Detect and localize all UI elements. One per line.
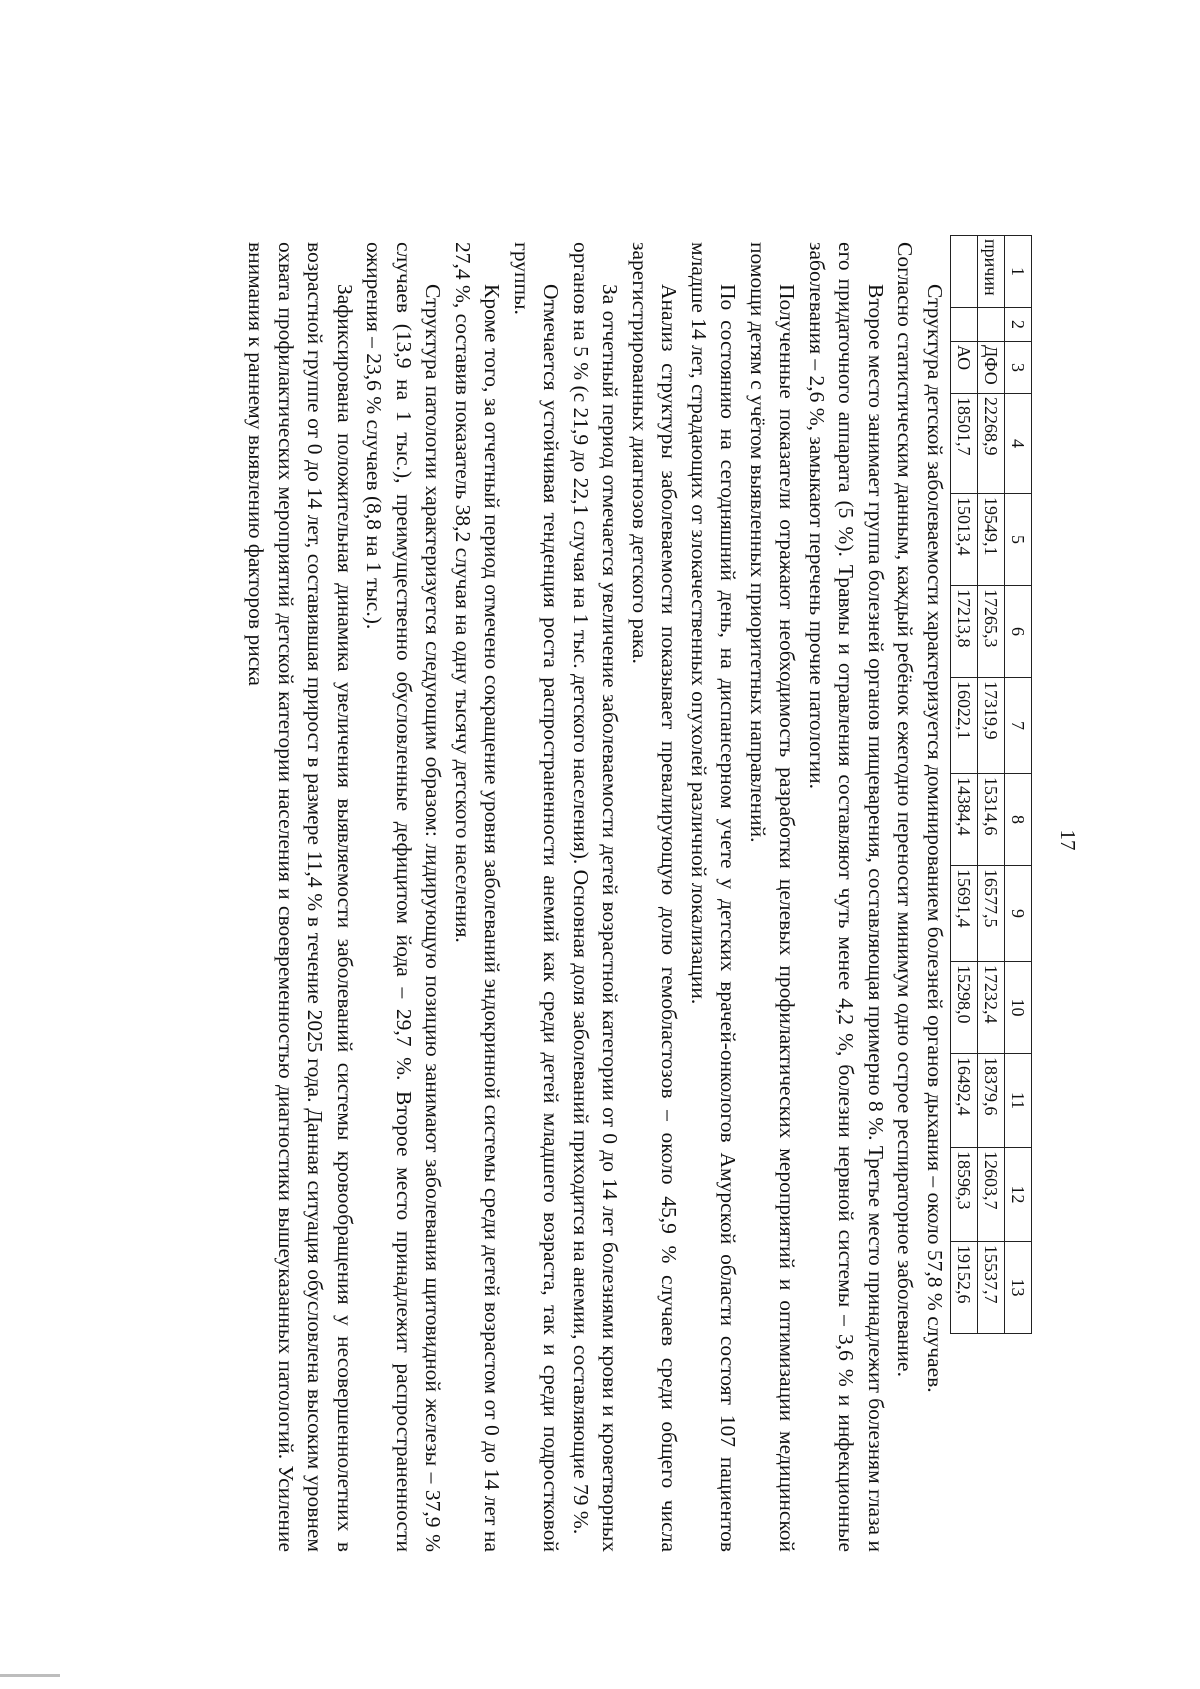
table-header-cell: 4: [1005, 394, 1032, 494]
table-cell: [978, 308, 1005, 342]
table-cell: 19549,1: [978, 494, 1005, 586]
scan-edge-strip: [0, 1674, 60, 1677]
paragraph: Кроме того, за отчетный период отмечено сокращение уровня заболеваний эндокринной системы среди детей возрастом от 0 до 14 лет на 27,4 %, составив показатель 38,2 случая на одну тысячу детского населения.: [451, 242, 505, 1552]
table-row: [951, 236, 978, 1334]
table-row: [978, 236, 1005, 1334]
table-cell: 16022,1: [951, 678, 978, 774]
paragraph: Полученные показатели отражают необходимость разработки целевых профилактических мероприятий и оптимизации медицинской помощи детям с учётом выявленных приоритетных направлений.: [746, 242, 800, 1552]
table-cell: 16492,4: [951, 1054, 978, 1148]
table-cell: АО: [951, 342, 978, 394]
table-cell: 17213,8: [951, 586, 978, 678]
paragraph: За отчетный период отмечается увеличение заболеваемости детей возрастной категории от 0 до 14 лет болезнями крови и кроветворных органов на 5 % (с 21,9 до 22,1 случая на 1 тыс. детского населения). Основная доля заболеваний приходится на анемии, составляющие 79 %.: [569, 242, 623, 1552]
table-header-cell: 2: [1005, 308, 1032, 342]
table-header-cell: 8: [1005, 774, 1032, 866]
table-header-cell: 3: [1005, 342, 1032, 394]
table-cell: 15314,6: [978, 774, 1005, 866]
paragraph: Второе место занимает группа болезней органов пищеварения, составляющая примерно 8 %. Третье место принадлежит болезням глаза и его придаточного аппарата (5 %). Травмы и отравления составляют чуть менее 4,2 %, болезни нервной системы – 3,6 % и инфекционные заболевания – 2,6 %, замыкают перечень прочие патологии.: [805, 242, 888, 1552]
paragraph: Анализ структуры заболеваемости показывает превалирующую долю гемобластозов – около 45,9 % случаев среди общего числа зарегистрированных диагнозов детского рака.: [628, 242, 682, 1552]
table-header-cell: 12: [1005, 1148, 1032, 1242]
paragraph: По состоянию на сегодняшний день, на диспансерном учете у детских врачей-онкологов Амурской области состоят 107 пациентов младше 14 лет, страдающих от злокачественных опухолей различной локализации.: [687, 242, 741, 1552]
table-cell: [951, 308, 978, 342]
paragraph: Структура патологии характеризуется следующим образом: лидирующую позицию занимают заболевания щитовидной железы – 37,9 % случаев (13,9 на 1 тыс.), преимущественно обусловленные дефицитом йода – 29,7 %. Второе место принадлежит распространенности ожирения – 23,6 % случаев (8,8 на 1 тыс.).: [362, 242, 446, 1552]
table-cell: ДФО: [978, 342, 1005, 394]
table-header-cell: 1: [1005, 236, 1032, 308]
table-header-cell: 5: [1005, 494, 1032, 586]
table-header-cell: 13: [1005, 1242, 1032, 1334]
paragraph: Отмечается устойчивая тенденция роста распространенности анемий как среди детей младшего возраста, так и среди подростковой группы.: [510, 242, 564, 1552]
table-header-row: [1005, 236, 1032, 1334]
table-cell: 12603,7: [978, 1148, 1005, 1242]
incidence-table: [950, 235, 1032, 1334]
table-header-cell: 11: [1005, 1054, 1032, 1148]
table-header-cell: 9: [1005, 866, 1032, 962]
table-cell: 15691,4: [951, 866, 978, 962]
paragraph: Согласно статистическим данным, каждый ребёнок ежегодно переносит минимум одно острое респираторное заболевание.: [893, 242, 918, 1377]
table-header-cell: 6: [1005, 586, 1032, 678]
table-cell: 22268,9: [978, 394, 1005, 494]
table-cell: 17265,3: [978, 586, 1005, 678]
table-cell: 15013,4: [951, 494, 978, 586]
table-cell: 18379,6: [978, 1054, 1005, 1148]
table-cell: 14384,4: [951, 774, 978, 866]
table-header-cell: 10: [1005, 962, 1032, 1054]
table-cell: 18501,7: [951, 394, 978, 494]
table-cell: [951, 236, 978, 308]
body-text: [241, 242, 949, 1552]
document-page: [0, 60, 1120, 1620]
table-cell: 17232,4: [978, 962, 1005, 1054]
table-cell: 17319,9: [978, 678, 1005, 774]
paragraph: Структура детской заболеваемости характеризуется доминированием болезней органов дыхания – около 57,8 % случаев.: [923, 284, 947, 1393]
table-cell: 18596,3: [951, 1148, 978, 1242]
table-cell: 15537,7: [978, 1242, 1005, 1334]
paragraph: Зафиксирована положительная динамика увеличения выявляемости заболеваний системы кровообращения у несовершеннолетних в возрастной группе от 0 до 14 лет, составившая прирост в размере 11,4 % в течение 2025 года. Данная ситуация обусловлена высоким уровнем охвата профилактических мероприятий детской категории населения и своевременностью диагностики вышеуказанных патологий. Усиление внимания к раннему выявлению факторов риска: [244, 242, 357, 1552]
page-number: 17: [1056, 829, 1080, 851]
table-header-cell: 7: [1005, 678, 1032, 774]
table-cell: причин: [978, 236, 1005, 308]
table-cell: 19152,6: [951, 1242, 978, 1334]
table-cell: 15298,0: [951, 962, 978, 1054]
table-cell: 16577,5: [978, 866, 1005, 962]
